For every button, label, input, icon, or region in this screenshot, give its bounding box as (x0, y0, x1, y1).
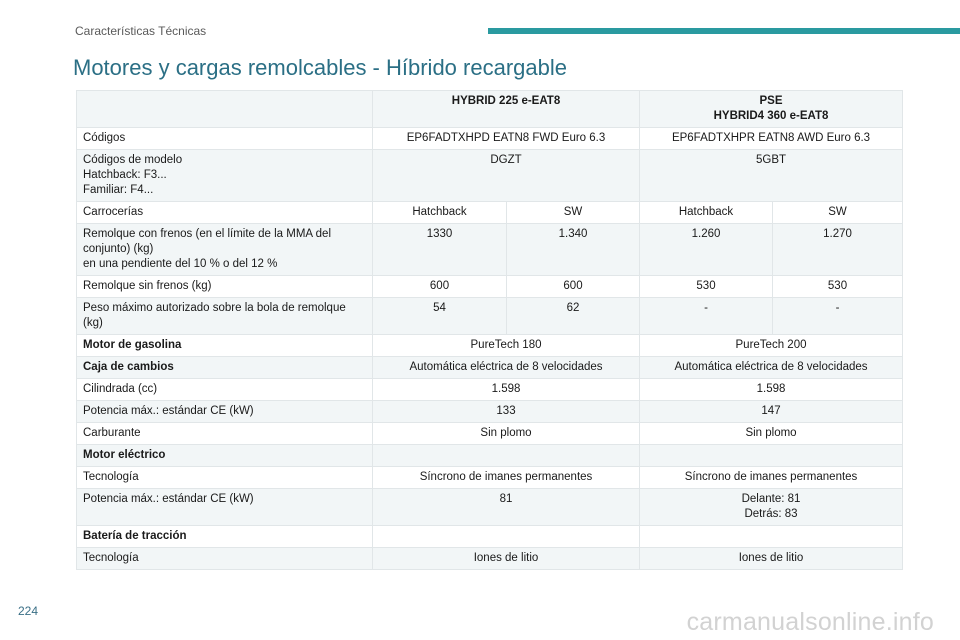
table-row-carburante (77, 423, 903, 445)
table-cell: 600 (507, 276, 640, 298)
table-row-header (77, 91, 903, 128)
row-label: Remolque con frenos (en el límite de la MMA del conjunto) (kg) en una pendiente del 10 % o del 12 % (77, 224, 373, 276)
table-cell: 1.270 (773, 224, 903, 276)
table-cell: 5GBT (640, 150, 903, 202)
row-label: Remolque sin frenos (kg) (77, 276, 373, 298)
table-cell: Iones de litio (640, 548, 903, 570)
table-cell: 530 (640, 276, 773, 298)
row-label: Códigos de modelo Hatchback: F3... Familiar: F4... (77, 150, 373, 202)
table-cell: 1.598 (373, 379, 640, 401)
table-cell: Síncrono de imanes permanentes (640, 467, 903, 489)
table-row-motor-electrico (77, 445, 903, 467)
table-cell: Iones de litio (373, 548, 640, 570)
row-label: Motor eléctrico (77, 445, 373, 467)
row-label: Carrocerías (77, 202, 373, 224)
table-cell: 147 (640, 401, 903, 423)
table-row-tecnologia-motor (77, 467, 903, 489)
table-cell: Sin plomo (640, 423, 903, 445)
page-title: Motores y cargas remolcables - Híbrido recargable (73, 55, 567, 80)
table-cell: EP6FADTXHPR EATN8 AWD Euro 6.3 (640, 128, 903, 150)
table-row-peso-bola (77, 298, 903, 335)
table-cell: 1330 (373, 224, 507, 276)
row-label: Peso máximo autorizado sobre la bola de remolque (kg) (77, 298, 373, 335)
table-row-potencia (77, 401, 903, 423)
table-cell: 1.340 (507, 224, 640, 276)
col-header-model2: PSE HYBRID4 360 e-EAT8 (640, 91, 903, 128)
row-label: Potencia máx.: estándar CE (kW) (77, 489, 373, 526)
table-row-caja-cambios (77, 357, 903, 379)
table-cell: 62 (507, 298, 640, 335)
table-row-cilindrada (77, 379, 903, 401)
table-cell: - (640, 298, 773, 335)
watermark: carmanualsonline.info (686, 608, 934, 636)
row-label: Carburante (77, 423, 373, 445)
table-cell: PureTech 180 (373, 335, 640, 357)
table-cell: 54 (373, 298, 507, 335)
table-cell: 1.260 (640, 224, 773, 276)
table-row-remolque-sin-frenos (77, 276, 903, 298)
table-cell: PureTech 200 (640, 335, 903, 357)
row-label: Caja de cambios (77, 357, 373, 379)
row-label: Potencia máx.: estándar CE (kW) (77, 401, 373, 423)
table-cell: Sin plomo (373, 423, 640, 445)
table-cell: Delante: 81 Detrás: 83 (640, 489, 903, 526)
row-label: Tecnología (77, 467, 373, 489)
table-cell: Automática eléctrica de 8 velocidades (373, 357, 640, 379)
table-cell: 530 (773, 276, 903, 298)
table-row-motor-gasolina (77, 335, 903, 357)
table-row-bateria (77, 526, 903, 548)
table-cell-empty (640, 526, 903, 548)
table-row-remolque-frenos (77, 224, 903, 276)
table-cell: 1.598 (640, 379, 903, 401)
table-cell: 81 (373, 489, 640, 526)
table-cell-empty (77, 91, 373, 128)
table-row-codigos-modelo (77, 150, 903, 202)
table-cell: 600 (373, 276, 507, 298)
table-row-carrocerias (77, 202, 903, 224)
table-cell: Automática eléctrica de 8 velocidades (640, 357, 903, 379)
spec-table (76, 90, 903, 570)
table-cell: EP6FADTXHPD EATN8 FWD Euro 6.3 (373, 128, 640, 150)
table-cell: SW (507, 202, 640, 224)
table-cell: 133 (373, 401, 640, 423)
row-label: Cilindrada (cc) (77, 379, 373, 401)
table-cell-empty (373, 445, 640, 467)
table-cell-empty (640, 445, 903, 467)
table-cell: Hatchback (640, 202, 773, 224)
table-cell: - (773, 298, 903, 335)
col-header-model1: HYBRID 225 e-EAT8 (373, 91, 640, 128)
section-header: Características Técnicas (75, 24, 207, 38)
table-row-tecnologia-bateria (77, 548, 903, 570)
table-cell: Hatchback (373, 202, 507, 224)
table-row-codigos (77, 128, 903, 150)
table-cell: SW (773, 202, 903, 224)
table-cell: Síncrono de imanes permanentes (373, 467, 640, 489)
row-label: Tecnología (77, 548, 373, 570)
table-cell: DGZT (373, 150, 640, 202)
row-label: Batería de tracción (77, 526, 373, 548)
page-number: 224 (18, 604, 39, 618)
table-cell-empty (373, 526, 640, 548)
row-label: Códigos (77, 128, 373, 150)
table-row-potencia-electrica (77, 489, 903, 526)
row-label: Motor de gasolina (77, 335, 373, 357)
section-accent-bar (488, 28, 960, 34)
